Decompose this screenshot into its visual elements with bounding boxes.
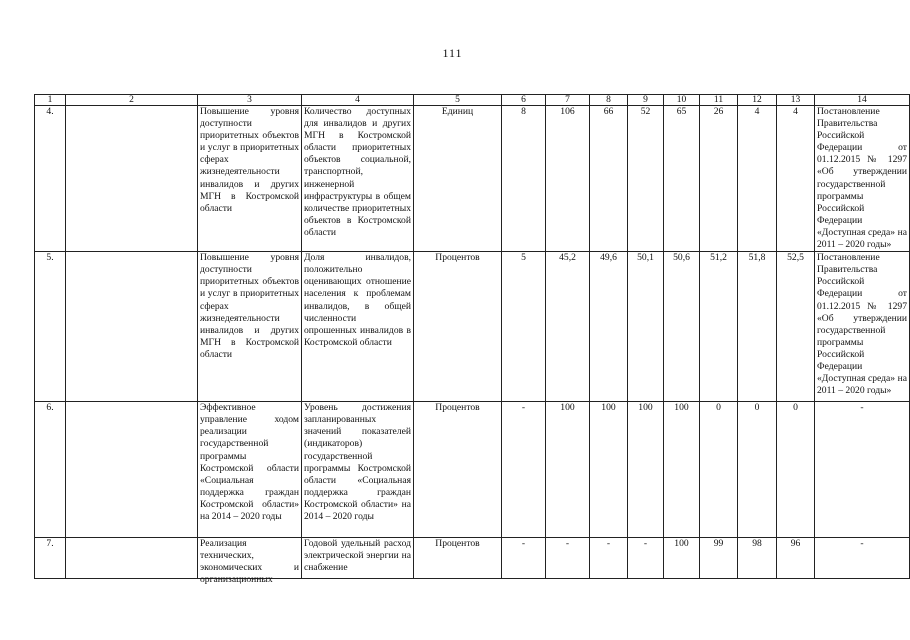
value-cell: 4 bbox=[777, 106, 815, 252]
value-cell: 96 bbox=[777, 538, 815, 579]
value-cell: 100 bbox=[664, 402, 700, 538]
value-cell: 52 bbox=[628, 106, 664, 252]
goal-cell: Повышение уровня доступности приоритетных объектов и услуг в приоритетных сферах жизнедеятельности инвалидов и других МГН в Костромской области bbox=[198, 106, 302, 252]
value-cell: 100 bbox=[628, 402, 664, 538]
value-cell: 4 bbox=[738, 106, 777, 252]
value-cell: 8 bbox=[502, 106, 546, 252]
table-row bbox=[35, 106, 910, 252]
row-number: 6. bbox=[35, 402, 66, 538]
value-cell: 0 bbox=[738, 402, 777, 538]
value-cell: 66 bbox=[590, 106, 628, 252]
value-cell: 51,8 bbox=[738, 252, 777, 402]
row-number: 4. bbox=[35, 106, 66, 252]
header-row bbox=[35, 95, 910, 106]
indicators-table bbox=[34, 94, 910, 586]
header-cell-1: 1 bbox=[35, 95, 66, 106]
subprogram-cell bbox=[66, 252, 198, 402]
subprogram-cell bbox=[66, 538, 198, 579]
subprogram-cell bbox=[66, 106, 198, 252]
goal-cell: Повышение уровня доступности приоритетных объектов и услуг в приоритетных сферах жизнедеятельности инвалидов и других МГН в Костромской области bbox=[198, 252, 302, 402]
value-cell: 50,6 bbox=[664, 252, 700, 402]
value-cell: 45,2 bbox=[546, 252, 590, 402]
header-cell-7: 7 bbox=[546, 95, 590, 106]
value-cell: 0 bbox=[777, 402, 815, 538]
value-cell: 0 bbox=[700, 402, 738, 538]
value-cell: 5 bbox=[502, 252, 546, 402]
header-cell-13: 13 bbox=[777, 95, 815, 106]
source-cell: Постановление Правительства Российской Федерации от 01.12.2015 № 1297 «Об утверждении государственной программы Российской Федерации «Доступная среда» на 2011 – 2020 годы» bbox=[815, 106, 910, 252]
header-cell-12: 12 bbox=[738, 95, 777, 106]
goal-cell: Эффективное управление ходом реализации государственной программы Костромской области «Социальная поддержка граждан Костромской области» на 2014 – 2020 годы bbox=[198, 402, 302, 538]
value-cell: - bbox=[546, 538, 590, 579]
table-row bbox=[35, 538, 910, 579]
header-cell-3: 3 bbox=[198, 95, 302, 106]
row-number: 7. bbox=[35, 538, 66, 579]
source-cell: Постановление Правительства Российской Федерации от 01.12.2015 № 1297 «Об утверждении государственной программы Российской Федерации «Доступная среда» на 2011 – 2020 годы» bbox=[815, 252, 910, 402]
value-cell: 26 bbox=[700, 106, 738, 252]
indicator-cell: Уровень достижения запланированных значений показателей (индикаторов) государственной программы Костромской области «Социальная поддержка граждан Костромской области» на 2014 – 2020 годы bbox=[302, 402, 414, 538]
table-row bbox=[35, 252, 910, 402]
value-cell: 51,2 bbox=[700, 252, 738, 402]
header-cell-8: 8 bbox=[590, 95, 628, 106]
header-cell-2: 2 bbox=[66, 95, 198, 106]
value-cell: - bbox=[590, 538, 628, 579]
unit-cell: Процентов bbox=[414, 252, 502, 402]
unit-cell: Процентов bbox=[414, 402, 502, 538]
source-cell: - bbox=[815, 402, 910, 538]
header-cell-4: 4 bbox=[302, 95, 414, 106]
goal-cell: Реализация технических, экономических и организационных bbox=[200, 538, 299, 586]
subprogram-cell bbox=[66, 402, 198, 538]
header-cell-6: 6 bbox=[502, 95, 546, 106]
header-cell-5: 5 bbox=[414, 95, 502, 106]
value-cell: 100 bbox=[590, 402, 628, 538]
page-number: 111 bbox=[442, 46, 463, 60]
row-number: 5. bbox=[35, 252, 66, 402]
source-cell: - bbox=[815, 538, 910, 579]
value-cell: - bbox=[502, 538, 546, 579]
value-cell: 99 bbox=[700, 538, 738, 579]
value-cell: 100 bbox=[546, 402, 590, 538]
header-cell-14: 14 bbox=[815, 95, 910, 106]
value-cell: - bbox=[502, 402, 546, 538]
unit-cell: Единиц bbox=[414, 106, 502, 252]
table-row bbox=[35, 402, 910, 538]
value-cell: 52,5 bbox=[777, 252, 815, 402]
value-cell: 100 bbox=[664, 538, 700, 579]
value-cell: 49,6 bbox=[590, 252, 628, 402]
indicator-cell: Годовой удельный расход электрической энергии на снабжение bbox=[304, 538, 411, 574]
value-cell: 50,1 bbox=[628, 252, 664, 402]
header-cell-10: 10 bbox=[664, 95, 700, 106]
indicator-cell: Доля инвалидов, положительно оценивающих отношение населения к проблемам инвалидов, в общей численности опрошенных инвалидов в Костромской области bbox=[302, 252, 414, 402]
value-cell: 65 bbox=[664, 106, 700, 252]
value-cell: - bbox=[628, 538, 664, 579]
unit-cell: Процентов bbox=[414, 538, 502, 579]
value-cell: 98 bbox=[738, 538, 777, 579]
indicator-cell: Количество доступных для инвалидов и других МГН в Костромской области приоритетных объектов социальной, транспортной, инженерной инфраструктуры в общем количестве приоритетных объектов в Костромской области bbox=[302, 106, 414, 252]
header-cell-9: 9 bbox=[628, 95, 664, 106]
value-cell: 106 bbox=[546, 106, 590, 252]
header-cell-11: 11 bbox=[700, 95, 738, 106]
